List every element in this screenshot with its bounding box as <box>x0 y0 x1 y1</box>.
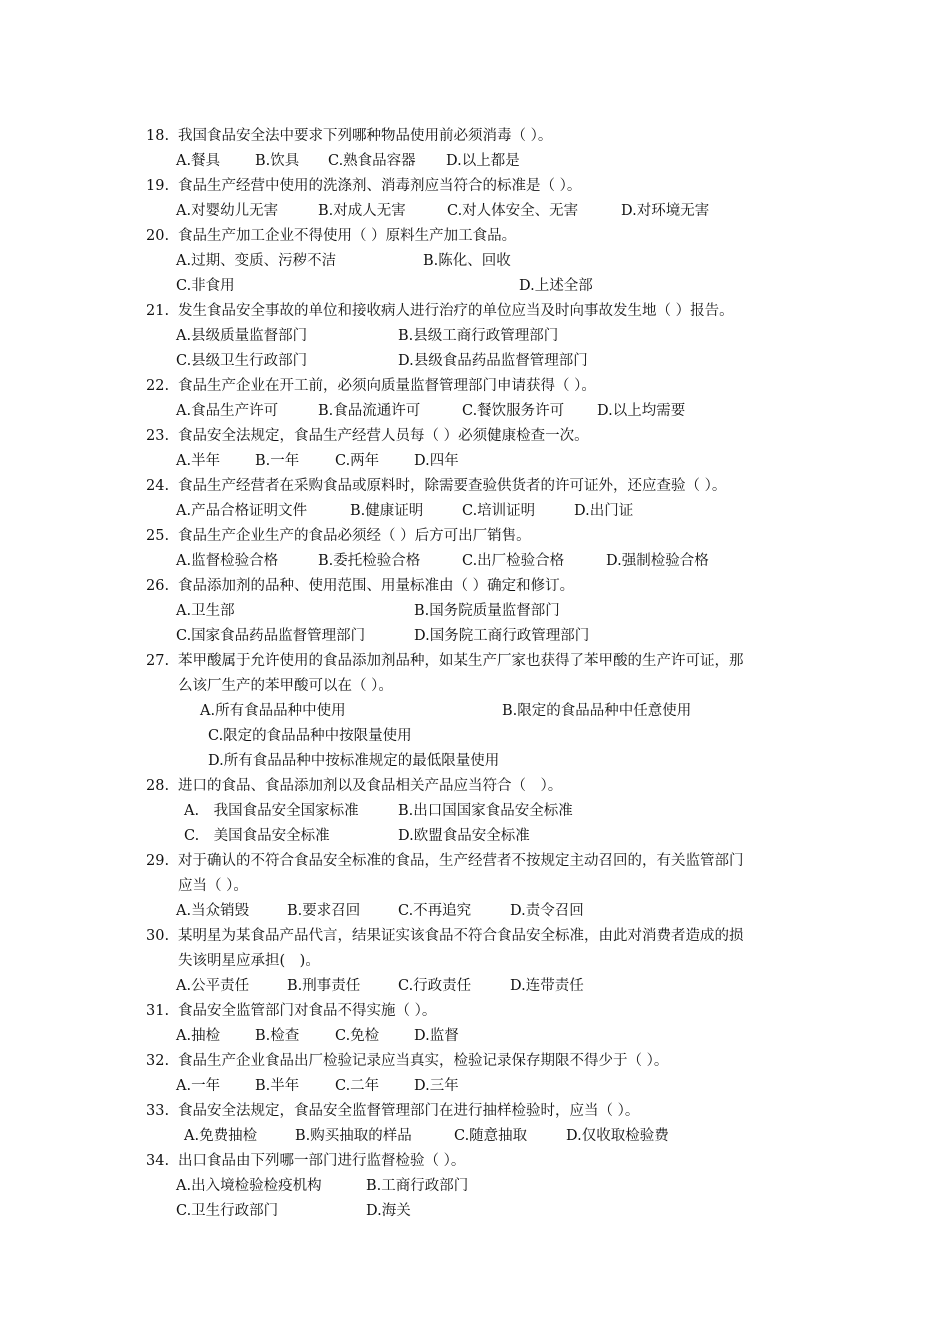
option-d: D.四年 <box>414 453 459 469</box>
option-d: D.强制检验合格 <box>606 553 709 569</box>
question-text: 对于确认的不符合食品安全标准的食品，生产经营者不按规定主动召回的，有关监管部门 <box>178 853 744 869</box>
question-number: 32. <box>146 1053 170 1069</box>
option-d: D.以上均需要 <box>597 403 686 419</box>
option-c: C.非食用 <box>176 278 235 294</box>
option-d: D.对环境无害 <box>621 203 710 219</box>
question-number: 19. <box>146 178 170 194</box>
option-a: A.食品生产许可 <box>176 403 279 419</box>
option-c: C. 美国食品安全标准 <box>184 828 330 844</box>
option-a: A.县级质量监督部门 <box>176 328 308 344</box>
option-c: C.国家食品药品监督管理部门 <box>176 628 366 644</box>
option-b: B.刑事责任 <box>287 978 361 994</box>
option-d: D.国务院工商行政管理部门 <box>414 628 590 644</box>
option-b: B.半年 <box>255 1078 300 1094</box>
option-a: A.半年 <box>176 453 221 469</box>
option-c: C.免检 <box>335 1028 380 1044</box>
option-d: D.仅收取检验费 <box>566 1128 669 1144</box>
option-b: B.国务院质量监督部门 <box>414 603 560 619</box>
option-c: C.卫生行政部门 <box>176 1203 279 1219</box>
option-c: C.县级卫生行政部门 <box>176 353 308 369</box>
question-number: 20. <box>146 228 170 244</box>
question-number: 27. <box>146 653 170 669</box>
question-text: 发生食品安全事故的单位和接收病人进行治疗的单位应当及时向事故发生地（ ）报告。 <box>178 303 734 319</box>
question-text: 食品安全法规定，食品生产经营人员每（ ）必须健康检查一次。 <box>178 428 589 444</box>
option-c: C.不再追究 <box>398 903 472 919</box>
question-text: 么该厂生产的苯甲酸可以在（ ）。 <box>178 678 393 694</box>
option-d: D.县级食品药品监督管理部门 <box>398 353 588 369</box>
question-number: 28. <box>146 778 170 794</box>
option-b: B.陈化、回收 <box>423 253 511 269</box>
option-d: D.连带责任 <box>510 978 584 994</box>
option-c: C.培训证明 <box>462 503 536 519</box>
question-text: 食品生产经营者在采购食品或原料时，除需要查验供货者的许可证外，还应查验（ ）。 <box>178 478 727 494</box>
question-text: 我国食品安全法中要求下列哪种物品使用前必须消毒（ ）。 <box>178 128 553 144</box>
question-number: 34. <box>146 1153 170 1169</box>
question-text: 苯甲酸属于允许使用的食品添加剂品种，如某生产厂家也获得了苯甲酸的生产许可证，那 <box>178 653 744 669</box>
option-a: A.一年 <box>176 1078 221 1094</box>
option-d: D.三年 <box>414 1078 459 1094</box>
option-d: D.以上都是 <box>446 153 520 169</box>
option-c: C.二年 <box>335 1078 380 1094</box>
question-number: 29. <box>146 853 170 869</box>
option-c: C.随意抽取 <box>454 1128 528 1144</box>
question-number: 22. <box>146 378 170 394</box>
option-a: A.公平责任 <box>176 978 250 994</box>
question-text: 食品安全监管部门对食品不得实施（ ）。 <box>178 1003 437 1019</box>
question-text: 食品生产企业在开工前，必须向质量监督管理部门申请获得（ ）。 <box>178 378 596 394</box>
option-c: C.行政责任 <box>398 978 472 994</box>
question-number: 31. <box>146 1003 170 1019</box>
option-d: D.上述全部 <box>519 278 593 294</box>
question-text: 食品生产企业生产的食品必须经（ ）后方可出厂销售。 <box>178 528 531 544</box>
question-text: 食品生产加工企业不得使用（ ）原料生产加工食品。 <box>178 228 517 244</box>
option-a: A.当众销毁 <box>176 903 250 919</box>
option-b: B.食品流通许可 <box>318 403 421 419</box>
question-text: 食品生产企业食品出厂检验记录应当真实，检验记录保存期限不得少于（ ）。 <box>178 1053 669 1069</box>
option-d: D.所有食品品种中按标准规定的最低限量使用 <box>208 753 500 769</box>
question-number: 23. <box>146 428 170 444</box>
option-b: B.工商行政部门 <box>366 1178 469 1194</box>
option-a: A.出入境检验检疫机构 <box>176 1178 322 1194</box>
option-a: A.免费抽检 <box>184 1128 258 1144</box>
question-number: 24. <box>146 478 170 494</box>
option-a: A.过期、变质、污秽不洁 <box>176 253 337 269</box>
question-number: 33. <box>146 1103 170 1119</box>
question-text: 某明星为某食品产品代言，结果证实该食品不符合食品安全标准，由此对消费者造成的损 <box>178 928 744 944</box>
option-d: D.欧盟食品安全标准 <box>398 828 530 844</box>
option-b: B.一年 <box>255 453 300 469</box>
question-number: 21. <box>146 303 170 319</box>
question-number: 25. <box>146 528 170 544</box>
option-b: B.饮具 <box>255 153 300 169</box>
option-a: A.监督检验合格 <box>176 553 279 569</box>
option-c: C.两年 <box>335 453 380 469</box>
option-a: A.卫生部 <box>176 603 235 619</box>
option-a: A. 我国食品安全国家标准 <box>184 803 359 819</box>
option-c: C.对人体安全、无害 <box>447 203 579 219</box>
option-d: D.出门证 <box>574 503 634 519</box>
option-c: C.限定的食品品种中按限量使用 <box>208 728 412 744</box>
question-text: 食品生产经营中使用的洗涤剂、消毒剂应当符合的标准是（ ）。 <box>178 178 582 194</box>
question-text: 应当（ ）。 <box>178 878 248 894</box>
option-a: A.餐具 <box>176 153 221 169</box>
question-text: 食品添加剂的品种、使用范围、用量标准由（ ）确定和修订。 <box>178 578 575 594</box>
question-text: 出口食品由下列哪一部门进行监督检验（ ）。 <box>178 1153 466 1169</box>
question-text: 食品安全法规定，食品安全监督管理部门在进行抽样检验时，应当（ ）。 <box>178 1103 640 1119</box>
option-c: C.餐饮服务许可 <box>462 403 565 419</box>
option-b: B.要求召回 <box>287 903 361 919</box>
option-b: B.限定的食品品种中任意使用 <box>502 703 692 719</box>
option-b: B.对成人无害 <box>318 203 406 219</box>
question-number: 26. <box>146 578 170 594</box>
option-c: C.熟食品容器 <box>328 153 416 169</box>
question-text: 失该明星应承担( )。 <box>178 953 320 969</box>
option-d: D.责令召回 <box>510 903 584 919</box>
option-b: B.检查 <box>255 1028 300 1044</box>
question-number: 30. <box>146 928 170 944</box>
option-c: C.出厂检验合格 <box>462 553 565 569</box>
option-a: A.所有食品品种中使用 <box>200 703 346 719</box>
option-a: A.对婴幼儿无害 <box>176 203 279 219</box>
option-b: B.健康证明 <box>350 503 424 519</box>
question-text: 进口的食品、食品添加剂以及食品相关产品应当符合（ ）。 <box>178 778 563 794</box>
question-number: 18. <box>146 128 170 144</box>
option-b: B.购买抽取的样品 <box>295 1128 412 1144</box>
option-b: B.出口国国家食品安全标准 <box>398 803 573 819</box>
option-b: B.委托检验合格 <box>318 553 421 569</box>
option-d: D.海关 <box>366 1203 411 1219</box>
option-d: D.监督 <box>414 1028 459 1044</box>
option-a: A.抽检 <box>176 1028 221 1044</box>
option-b: B.县级工商行政管理部门 <box>398 328 559 344</box>
option-a: A.产品合格证明文件 <box>176 503 308 519</box>
